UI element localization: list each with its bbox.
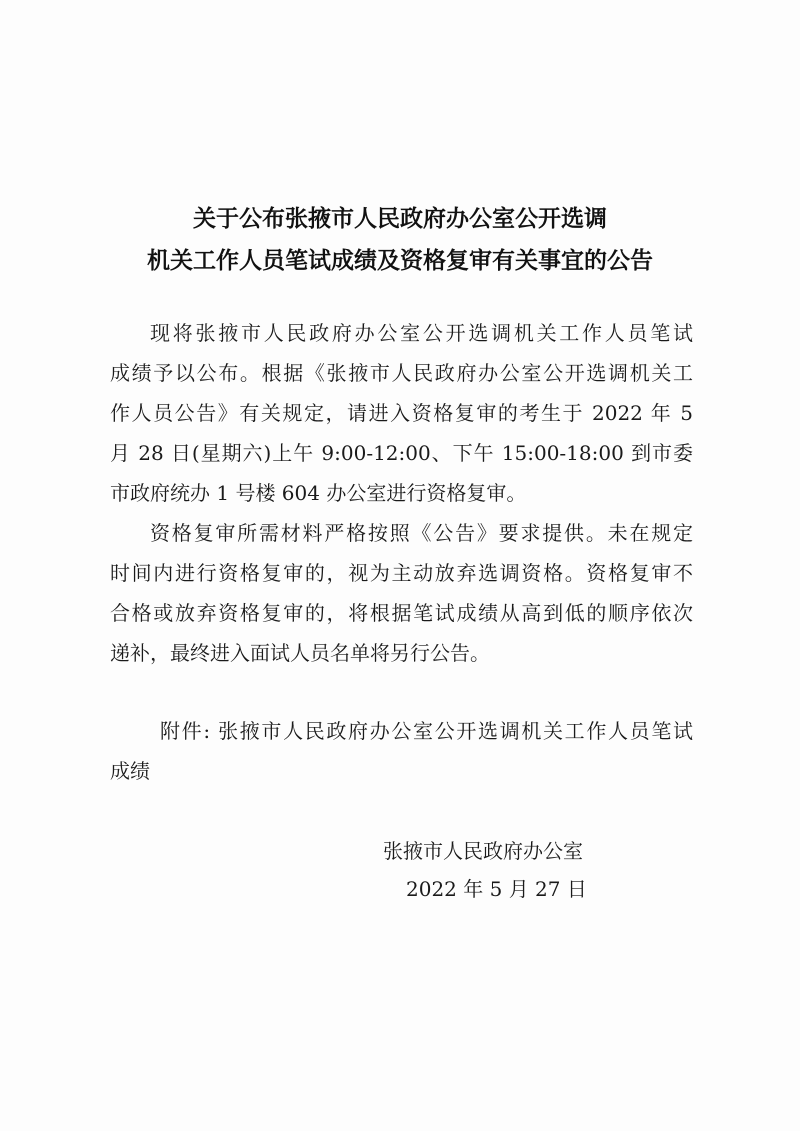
paragraph-2-line-2: 时间内进行资格复审的，视为主动放弃选调资格。资格复审不 xyxy=(110,561,693,585)
paragraph-1-line-4: 月 28 日(星期六)上午 9:00-12:00、下午 15:00-18:00 到市委 xyxy=(110,441,693,465)
attachment-line-1: 附件: 张掖市人民政府办公室公开选调机关工作人员笔试 xyxy=(160,719,693,743)
paragraph-2-line-3: 合格或放弃资格复审的，将根据笔试成绩从高到低的顺序依次 xyxy=(110,601,693,625)
signature-date: 2022 年 5 月 27 日 xyxy=(406,877,587,901)
paragraph-1-line-1: 现将张掖市人民政府办公室公开选调机关工作人员笔试 xyxy=(150,321,693,345)
paragraph-1-line-5: 市政府统办 1 号楼 604 办公室进行资格复审。 xyxy=(110,481,527,505)
signature-organization: 张掖市人民政府办公室 xyxy=(383,839,583,863)
paragraph-1-line-2: 成绩予以公布。根据《张掖市人民政府办公室公开选调机关工 xyxy=(110,361,693,385)
attachment-line-2: 成绩 xyxy=(110,759,150,783)
paragraph-2-line-4: 递补，最终进入面试人员名单将另行公告。 xyxy=(110,641,490,665)
document-title-line-2: 机关工作人员笔试成绩及资格复审有关事宜的公告 xyxy=(147,247,653,274)
document-title-line-1: 关于公布张掖市人民政府办公室公开选调 xyxy=(193,205,607,232)
paragraph-2-line-1: 资格复审所需材料严格按照《公告》要求提供。未在规定 xyxy=(150,521,693,545)
paragraph-1-line-3: 作人员公告》有关规定，请进入资格复审的考生于 2022 年 5 xyxy=(110,401,693,425)
